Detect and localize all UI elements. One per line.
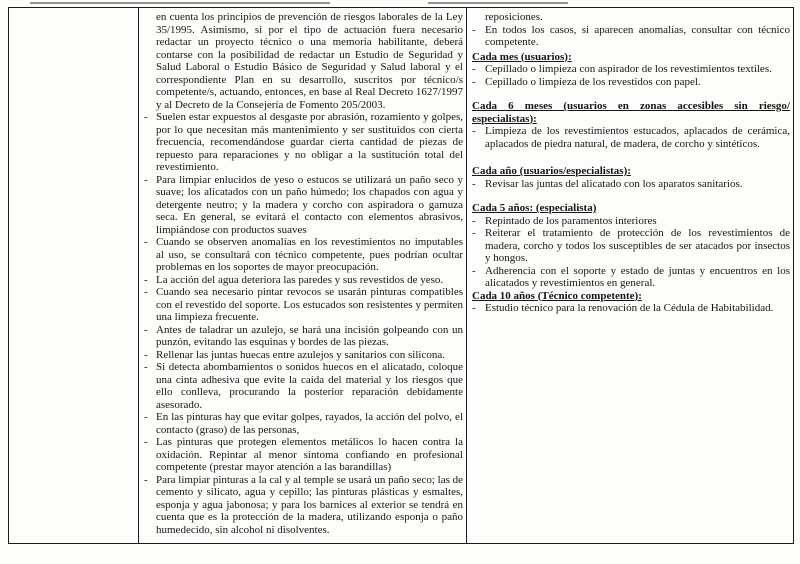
- dash-marker: -: [144, 111, 148, 123]
- dash-marker: -: [472, 63, 476, 75]
- dash-marker: -: [144, 436, 148, 448]
- bullet-text: Revisar las juntas del alicatado con los aparatos sanitarios.: [485, 177, 743, 190]
- paragraph-continuation: reposiciones.: [485, 11, 543, 23]
- bullet-text: En las pinturas hay que evitar golpes, rayados, la acción del polvo, el contacto (graso) de las personas,: [156, 411, 463, 436]
- dash-marker: -: [472, 302, 476, 314]
- dash-marker: -: [144, 473, 148, 486]
- bullet-item: [144, 474, 463, 537]
- bullet-text: Las pinturas que protegen elementos metálicos lo hacen contra la oxidación. Repintar al menor síntoma confiando en profesional competente (prestar mayor atención a las barandillas): [156, 436, 463, 473]
- section-cada-mes: [472, 51, 790, 89]
- table-column-recommendations: [139, 8, 467, 543]
- bullet-text: Rellenar las juntas huecas entre azulejos y sanitarios con silicona.: [156, 348, 445, 361]
- bullet-item: [472, 178, 790, 191]
- dash-marker: -: [144, 173, 148, 186]
- bullet-text: En todos los casos, si aparecen anomalías, consultar con técnico competente.: [485, 23, 790, 48]
- bullet-text: Antes de taladrar un azulejo, se hará una incisión golpeando con un punzón, evitando las esquinas y bordes de las piezas.: [156, 323, 463, 348]
- bullet-item: [472, 215, 790, 228]
- section-heading: Cada 10 años (Técnico competente):: [472, 289, 642, 302]
- scan-artifact-line: [30, 2, 330, 4]
- dash-marker: -: [472, 214, 476, 227]
- section-heading: Cada 6 meses (usuarios en zonas accesibles sin riesgo/ especialistas):: [472, 100, 790, 125]
- bullet-text: Si detecta abombamientos o sonidos huecos en el alicatado, coloque una cinta adhesiva que evite la caída del material y los riesgos que ello conlleva, procurando la posterior reparación debidamente asesorado.: [156, 361, 463, 411]
- bullet-item: [144, 349, 463, 362]
- bullet-item: [144, 174, 463, 237]
- section-heading: Cada 5 años: (especialista): [472, 202, 597, 214]
- bullet-text: La acción del agua deteriora las paredes y sus revestidos de yeso.: [156, 273, 444, 286]
- bullet-item: [144, 111, 463, 174]
- paragraph-continuation: en cuenta los principios de prevención de riesgos laborales de la Ley 35/1995. Asimismo, si por el tipo de actuación fuera necesario redactar un proyecto técnico o una memoria habilitante, deberá contarse con la posibilidad de redactar un Estudio de Seguridad y Salud Laboral o Estudio Básico de Seguridad y Salud laboral y el correspondiente Plan en su desarrollo, suscritos por técnico/s competente/s, actuando, entonces, en base al Real Decreto 1627/1997 y al Decreto de la Consejería de Fomento 205/2003.: [156, 11, 463, 111]
- bullet-text: Para limpiar pinturas a la cal y al temple se usará un paño seco; las de cemento y silicato, agua y cepillo; las pinturas plásticas y esmaltes, esponja y agua jabonosa; y para los barnices al exterior se tendrá en cuenta que es la protección de la madera, utilizando esponja o paño humedecido, sin alcohol ni disolventes.: [156, 473, 463, 536]
- section-cada-ano: [472, 165, 790, 190]
- dash-marker: -: [144, 361, 148, 373]
- bullet-item: [144, 274, 463, 287]
- bullet-text: Cepillado o limpieza con aspirador de los revestimientos textiles.: [485, 63, 772, 75]
- section-cada-10-anos: [472, 290, 790, 315]
- dash-marker: -: [472, 75, 476, 88]
- bullet-text: Reiterar el tratamiento de protección de los revestimientos de madera, corcho y todos los susceptibles de ser atacados por insectos y hongos.: [485, 227, 790, 264]
- bullet-item: [472, 76, 790, 89]
- dash-marker: -: [144, 273, 148, 286]
- bullet-text: Para limpiar enlucidos de yeso o estucos se utilizará un paño seco y suave; los alicatados con un paño húmedo; los chapados con agua y detergente neutro; y la madera y corcho con aspiradora o gamuza seca. En general, se evitará el contacto con elementos abrasivos, limpiándose con productos suaves: [156, 173, 463, 236]
- bullet-text: Estudio técnico para la renovación de la Cédula de Habitabilidad.: [485, 302, 774, 314]
- dash-marker: -: [144, 236, 148, 248]
- dash-marker: -: [472, 177, 476, 190]
- bullet-item: [144, 236, 463, 274]
- section-heading: Cada mes (usuarios):: [472, 50, 572, 63]
- bullet-text: Limpieza de los revestimientos estucados, aplacados de cerámica, aplacados de piedra natural, de madera, de corcho y sintéticos.: [485, 125, 790, 150]
- bullet-text: Suelen estar expuestos al desgaste por abrasión, rozamiento y golpes, por lo que necesitan más mantenimiento y ser sustituidos con cierta frecuencia, recomendándose guardar cierta cantidad de piezas de repuesto para reparaciones y no obligar a la sustitución total del revestimiento.: [156, 111, 463, 173]
- dash-marker: -: [472, 264, 476, 277]
- table-column-empty: [9, 8, 139, 543]
- scan-artifact-line: [428, 2, 568, 4]
- bullet-item: [472, 24, 790, 49]
- bullet-text: Cuando se observen anomalías en los revestimientos no imputables al uso, se consultará con técnico competente, pues podrían ocultar problemas en los soportes de mayor preocupación.: [156, 236, 463, 273]
- bullet-item: [144, 286, 463, 324]
- dash-marker: -: [144, 348, 148, 361]
- bullet-item: [144, 324, 463, 349]
- bullet-item: [144, 361, 463, 411]
- bullet-item: [472, 302, 790, 315]
- dash-marker: -: [144, 411, 148, 423]
- section-heading: Cada año (usuarios/especialistas):: [472, 165, 631, 177]
- bullet-item: [472, 63, 790, 76]
- bullet-text: Repintado de los paramentos interiores: [485, 214, 657, 227]
- bullet-text: Cuando sea necesario pintar revocos se usarán pinturas compatibles con el revestido del soporte. Los estucados son resistentes y permiten una limpieza frecuente.: [156, 286, 463, 323]
- section-cada-6-meses: [472, 100, 790, 150]
- maintenance-table: [8, 7, 794, 544]
- table-column-maintenance-schedule: [467, 8, 793, 543]
- bullet-item: [472, 227, 790, 265]
- bullet-item: [472, 125, 790, 150]
- dash-marker: -: [472, 227, 476, 239]
- bullet-text: Adherencia con el soporte y estado de juntas y encuentros en los alicatados y revestimientos en general.: [485, 264, 790, 289]
- bullet-item: [472, 265, 790, 290]
- dash-marker: -: [472, 125, 476, 137]
- dash-marker: -: [472, 23, 476, 36]
- section-cada-5-anos: [472, 202, 790, 290]
- bullet-text: Cepillado o limpieza de los revestidos con papel.: [485, 75, 701, 88]
- dash-marker: -: [144, 323, 148, 336]
- dash-marker: -: [144, 286, 148, 298]
- bullet-item: [144, 411, 463, 436]
- bullet-item: [144, 436, 463, 474]
